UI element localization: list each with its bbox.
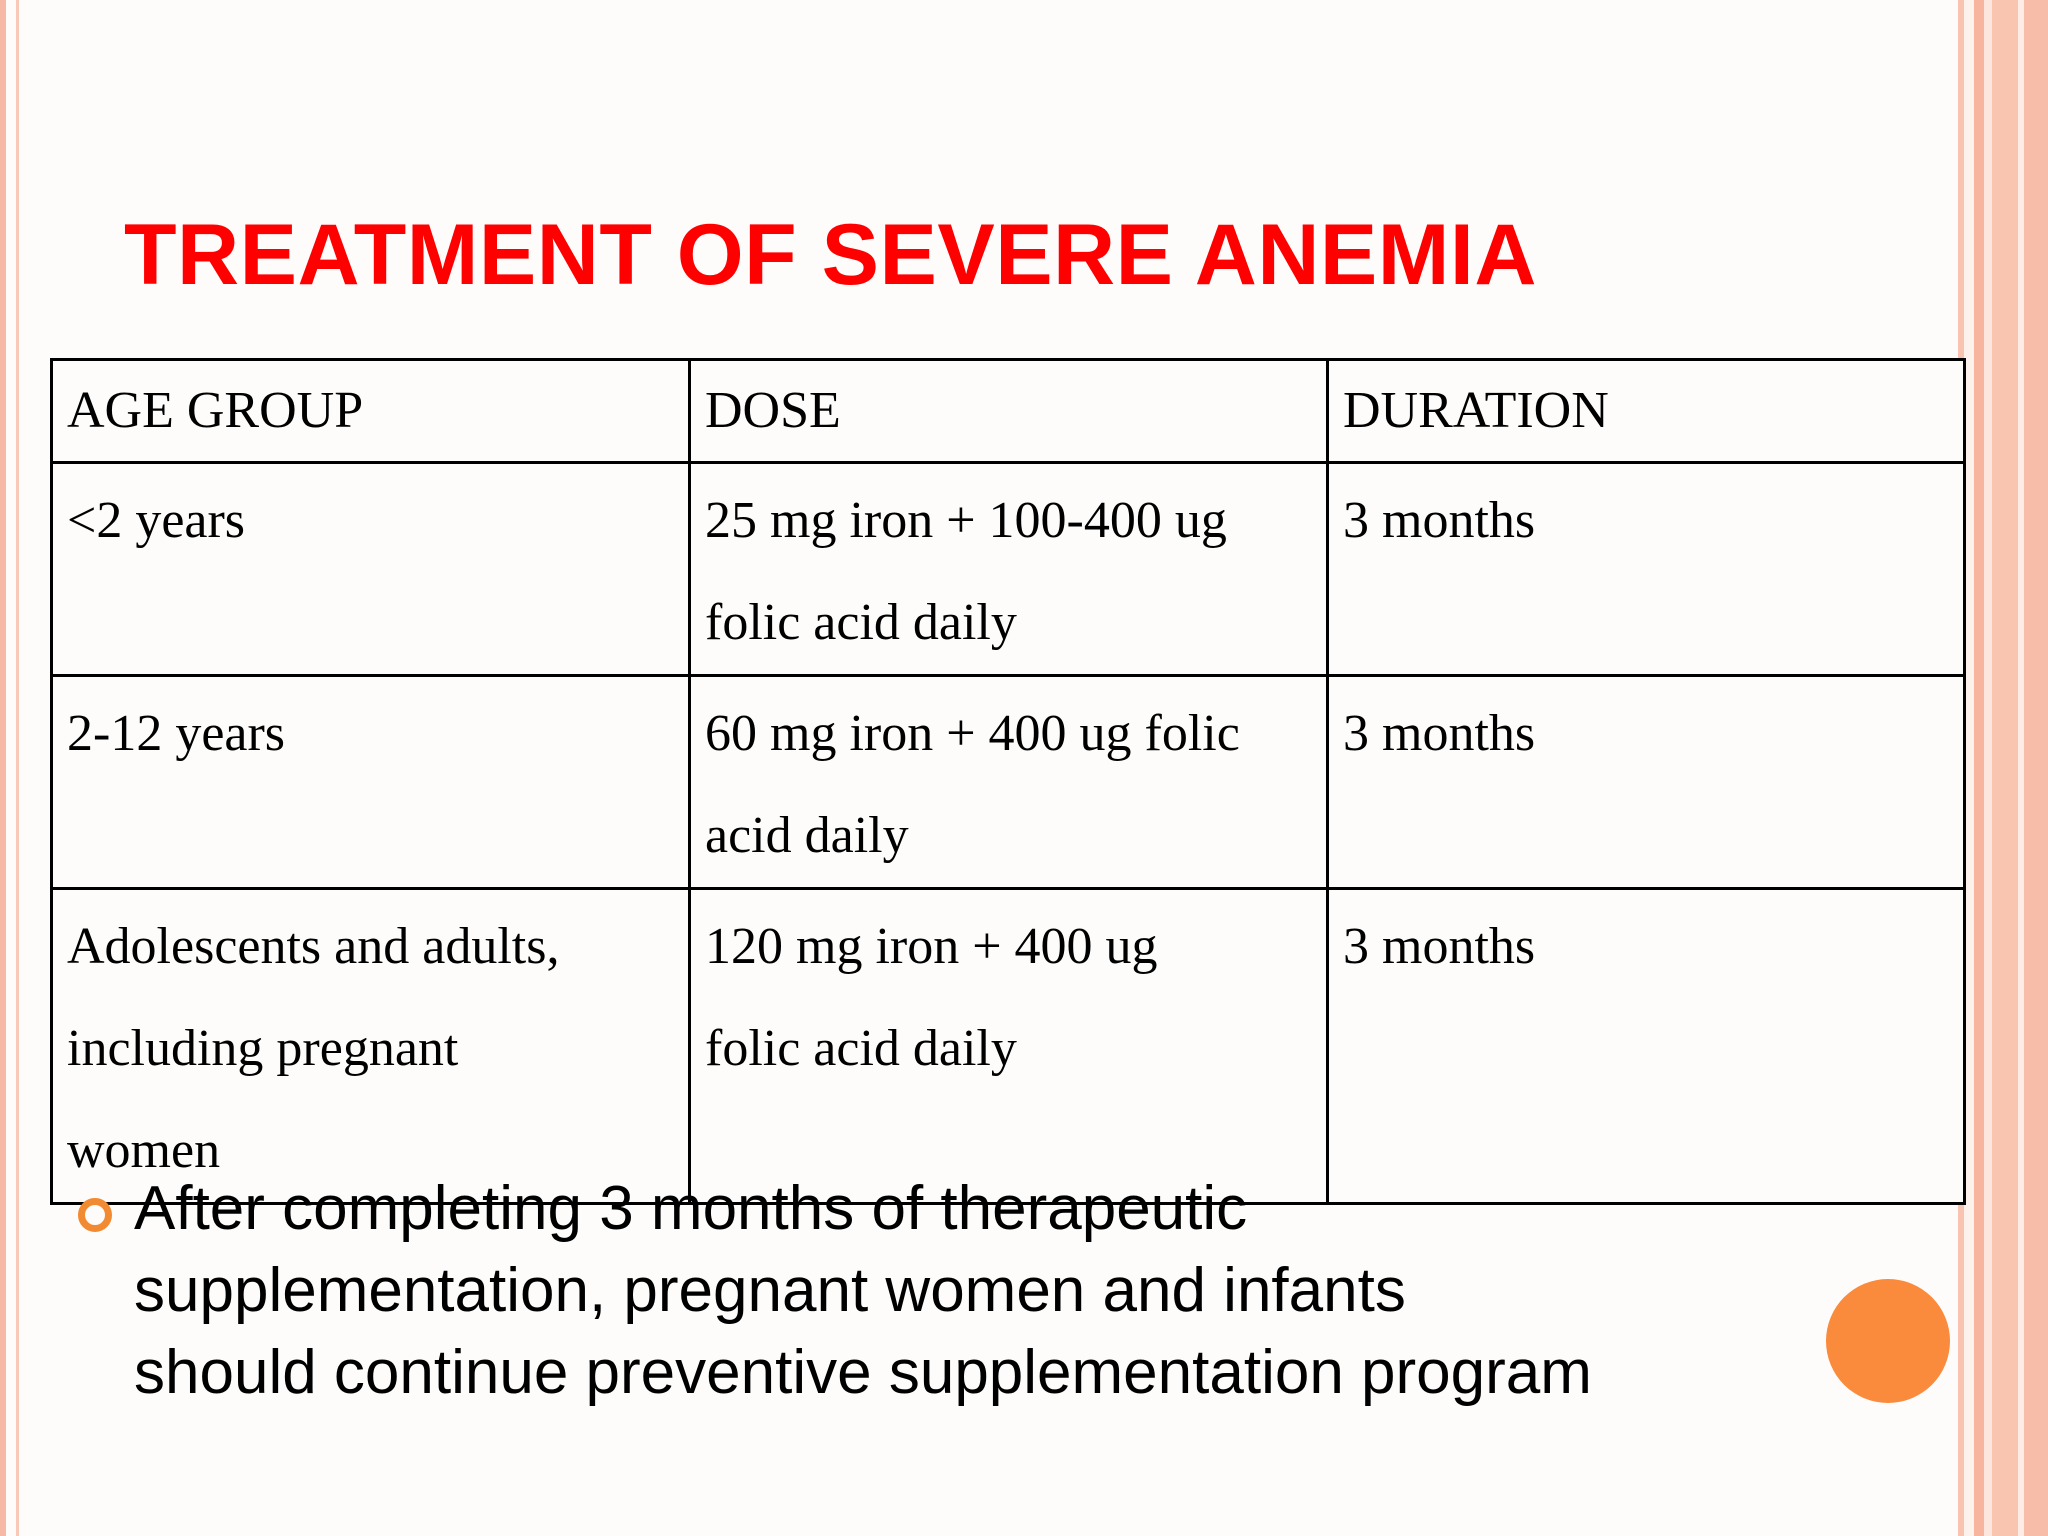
bullet-line: should continue preventive supplementation program (134, 1338, 1592, 1407)
cell-line: 60 mg iron + 400 ug folic (705, 705, 1240, 762)
left-border-stripe-thin (16, 0, 19, 1536)
cell-line: Adolescents and adults, (67, 918, 560, 975)
dose-cell (690, 889, 1328, 1204)
duration-cell: 3 months (1328, 463, 1965, 676)
bullet-text (134, 1168, 1814, 1414)
header-duration: DURATION (1328, 360, 1965, 463)
age-group-cell (52, 889, 690, 1204)
cell-line: folic acid daily (705, 1020, 1017, 1077)
duration-cell: 3 months (1328, 889, 1965, 1204)
cell-line: folic acid daily (705, 594, 1017, 651)
orange-circle-decoration (1826, 1279, 1950, 1403)
treatment-table (50, 358, 1966, 1205)
age-group-cell (52, 463, 690, 676)
slide-title: TREATMENT OF SEVERE ANEMIA (124, 207, 1537, 303)
circle-bullet-icon (78, 1198, 112, 1232)
table-row (52, 676, 1965, 889)
table-header-row (52, 360, 1965, 463)
header-age-group: AGE GROUP (52, 360, 690, 463)
cell-line: acid daily (705, 807, 909, 864)
left-border-stripe (0, 0, 6, 1536)
bullet-line: supplementation, pregnant women and infants (134, 1256, 1406, 1325)
dose-cell (690, 676, 1328, 889)
table-row (52, 463, 1965, 676)
cell-line: 120 mg iron + 400 ug (705, 918, 1158, 975)
age-group-cell (52, 676, 690, 889)
right-decorative-stripes (1958, 0, 2048, 1536)
header-dose: DOSE (690, 360, 1328, 463)
cell-line: women (67, 1122, 221, 1179)
cell-line: 25 mg iron + 100-400 ug (705, 492, 1227, 549)
cell-line: 2-12 years (67, 705, 286, 762)
dose-cell (690, 463, 1328, 676)
table-row (52, 889, 1965, 1204)
duration-cell: 3 months (1328, 676, 1965, 889)
cell-line: including pregnant (67, 1020, 459, 1077)
bullet-line: After completing 3 months of therapeutic (134, 1174, 1248, 1243)
cell-line: <2 years (67, 492, 246, 549)
